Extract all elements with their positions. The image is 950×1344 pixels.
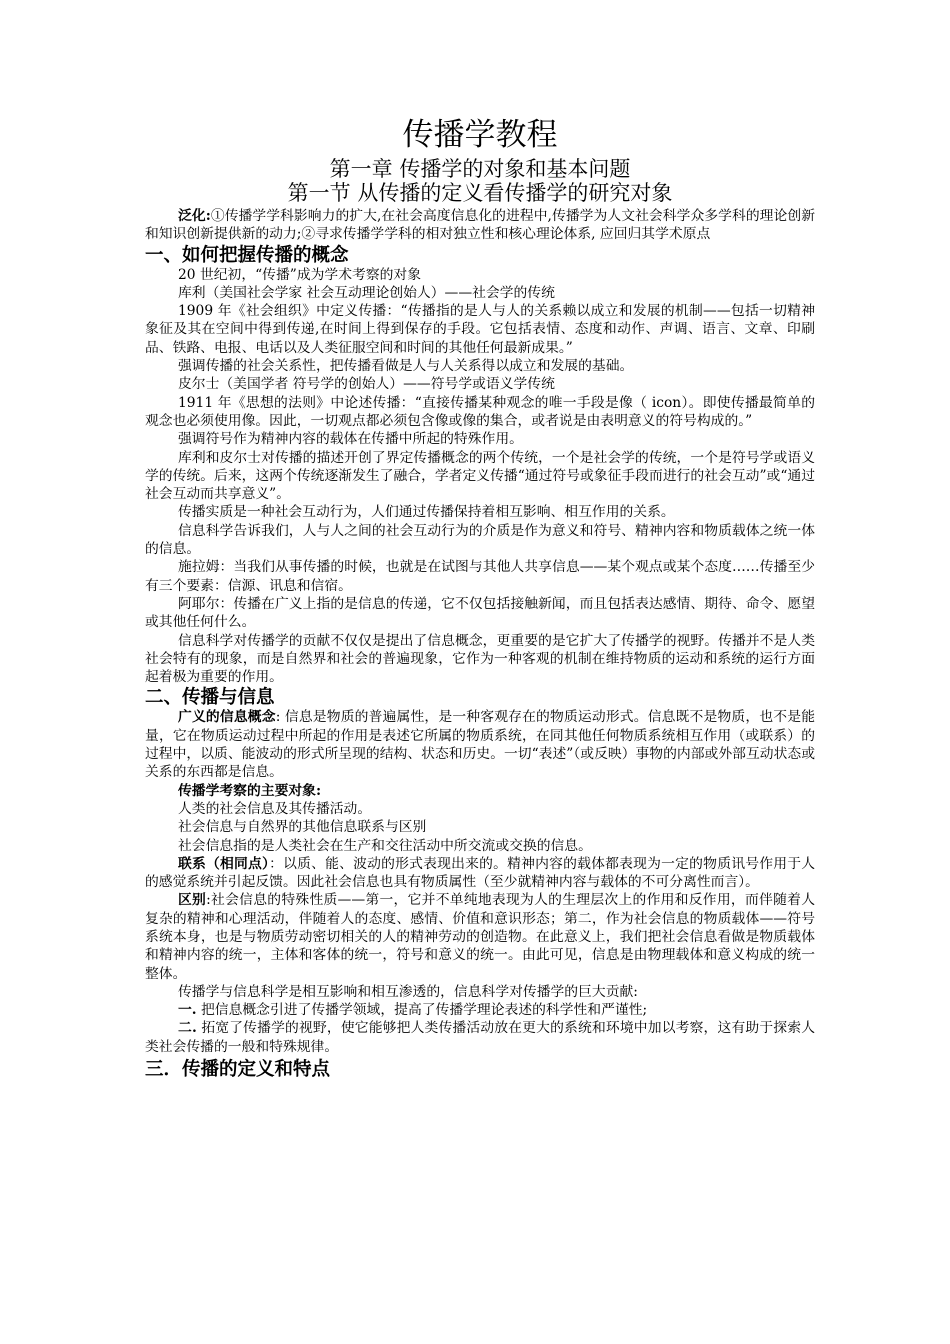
- intro-paragraph: [145, 207, 815, 244]
- info-concept-lead: 广义的信息概念: [178, 709, 276, 726]
- part3-heading: 三．传播的定义和特点: [145, 1059, 331, 1081]
- link-lead: 联系（相同点）: [178, 855, 270, 872]
- diff-paragraph: [145, 891, 815, 982]
- chapter-title: 第一章 传播学的对象和基本问题: [329, 157, 631, 181]
- part2-heading: 二、传播与信息: [145, 687, 275, 709]
- paragraph: 信息科学告诉我们，人与人之间的社会互动行为的介质是作为意义和符号、精神内容和物质载体之统一体的信息。: [145, 522, 815, 558]
- part1-heading: 一、如何把握传播的概念: [145, 244, 349, 266]
- objects-heading-paragraph: [145, 782, 815, 800]
- list-item: 人类的社会信息及其传播活动。: [178, 800, 372, 817]
- point2-lead: 二.: [178, 1020, 197, 1037]
- intro-lead: 泛化:: [178, 208, 211, 224]
- paragraph: 施拉姆：当我们从事传播的时候，也就是在试图与其他人共享信息——某个观点或某个态度……传播至少有三个要素：信源、讯息和信宿。: [145, 559, 815, 594]
- point2-paragraph: [145, 1019, 815, 1056]
- paragraph: 传播实质是一种社会互动行为，人们通过传播保持着相互影响、相互作用的关系。: [178, 504, 675, 521]
- paragraph: 强调符号作为精神内容的载体在传播中所起的特殊作用。: [178, 431, 523, 448]
- list-item: 社会信息与自然界的其他信息联系与区别: [178, 819, 427, 836]
- paragraph: 1911 年《思想的法则》中论述传播：“直接传播某种观念的唯一手段是像（ icon）。即使传播最简单的观念也必须使用像。因此，一切观点都必须包含像或像的集合，或者说是由表明意义的符号构成的。”: [145, 394, 815, 429]
- link-paragraph: [145, 855, 815, 892]
- paragraph: 阿耶尔：传播在广义上指的是信息的传递，它不仅包括接触新闻，而且包括表达感情、期待、命令、愿望或其他任何什么。: [145, 595, 815, 631]
- info-concept-text: : 信息是物质的普遍属性，是一种客观存在的物质运动形式。信息既不是物质，也不是能量，它在物质运动过程中所起的作用是表述它所属的物质系统，在同其他任何物质系统相互作用（或联系）的过程中，以质、能波动的形式所呈现的结构、状态和历史。一切“表述”（或反映）事物的内部或外部互动状态或关系的东西都是信息。: [145, 709, 815, 781]
- document-page: [145, 115, 815, 1080]
- link-text: ：以质、能、波动的形式表现出来的。精神内容的载体都表现为一定的物质讯号作用于人的感觉系统并引起反馈。因此社会信息也具有物质属性（至少就精神内容与载体的不可分离性而言）。: [145, 855, 815, 891]
- paragraph: 皮尔士（美国学者 符号学的创始人）——符号学或语义学传统: [178, 376, 555, 393]
- section-title: 第一节 从传播的定义看传播学的研究对象: [287, 181, 673, 205]
- diff-text: :社会信息的特殊性质——第一，它并不单纯地表现为人的生理层次上的作用和反作用，而伴随着人复杂的精神和心理活动，伴随着人的态度、感情、价值和意识形态；第二，作为社会信息的物质载体——符号系统本身，也是与物质劳动密切相关的人的精神劳动的创造物。在此意义上，我们把社会信息看做是物质载体和精神内容的统一，主体和客体的统一，符号和意义的统一。由此可见，信息是由物理载体和意义构成的统一整体。: [145, 892, 815, 982]
- paragraph: 库利（美国社会学家 社会互动理论创始人）——社会学的传统: [178, 284, 555, 301]
- relation-paragraph: 传播学与信息科学是相互影响和相互渗透的，信息科学对传播学的巨大贡献:: [178, 983, 638, 1000]
- paragraph: 1909 年《社会组织》中定义传播：“传播指的是人与人的关系赖以成立和发展的机制——包括一切精神象征及其在空间中得到传递,在时间上得到保存的手段。它包括表情、态度和动作、声调、语言、文章、印刷品、铁路、电报、电话以及人类征服空间和时间的其他任何最新成果。”: [145, 303, 815, 356]
- intro-text: ①传播学学科影响力的扩大,在社会高度信息化的进程中,传播学为人文社会科学众多学科的理论创新和知识创新提供新的动力;②寻求传播学学科的相对独立性和核心理论体系, 应回归其学术原点: [145, 208, 816, 243]
- point2-text: 拓宽了传播学的视野，使它能够把人类传播活动放在更大的系统和环境中加以考察，这有助于探索人类社会传播的一般和特殊规律。: [145, 1020, 816, 1055]
- diff-lead: 区别: [178, 892, 207, 909]
- objects-heading: 传播学考察的主要对象:: [178, 782, 322, 799]
- document-title: 传播学教程: [402, 117, 558, 153]
- paragraph: 库利和皮尔士对传播的描述开创了界定传播概念的两个传统，一个是社会学的传统，一个是符号学或语义学的传统。后来，这两个传统逐渐发生了融合，学者定义传播“通过符号或象征手段而进行的社会互动”或“通过社会互动而共享意义”。: [145, 449, 815, 503]
- point1-lead: 一.: [178, 1002, 197, 1019]
- point1-text: 把信息概念引进了传播学领域，提高了传播学理论表述的科学性和严谨性;: [201, 1002, 648, 1019]
- point1-paragraph: [145, 1001, 815, 1019]
- list-item: 社会信息指的是人类社会在生产和交往活动中所交流或交换的信息。: [178, 837, 592, 854]
- paragraph: 信息科学对传播学的贡献不仅仅是提出了信息概念，更重要的是它扩大了传播学的视野。传播并不是人类社会特有的现象，而是自然界和社会的普遍现象，它作为一种客观的机制在维持物质的运动和系统的运行方面起着极为重要的作用。: [145, 632, 815, 686]
- info-concept-paragraph: [145, 708, 815, 781]
- paragraph: 20 世纪初，“传播”成为学术考察的对象: [178, 266, 422, 283]
- paragraph: 强调传播的社会关系性，把传播看做是人与人关系得以成立和发展的基础。: [178, 358, 634, 375]
